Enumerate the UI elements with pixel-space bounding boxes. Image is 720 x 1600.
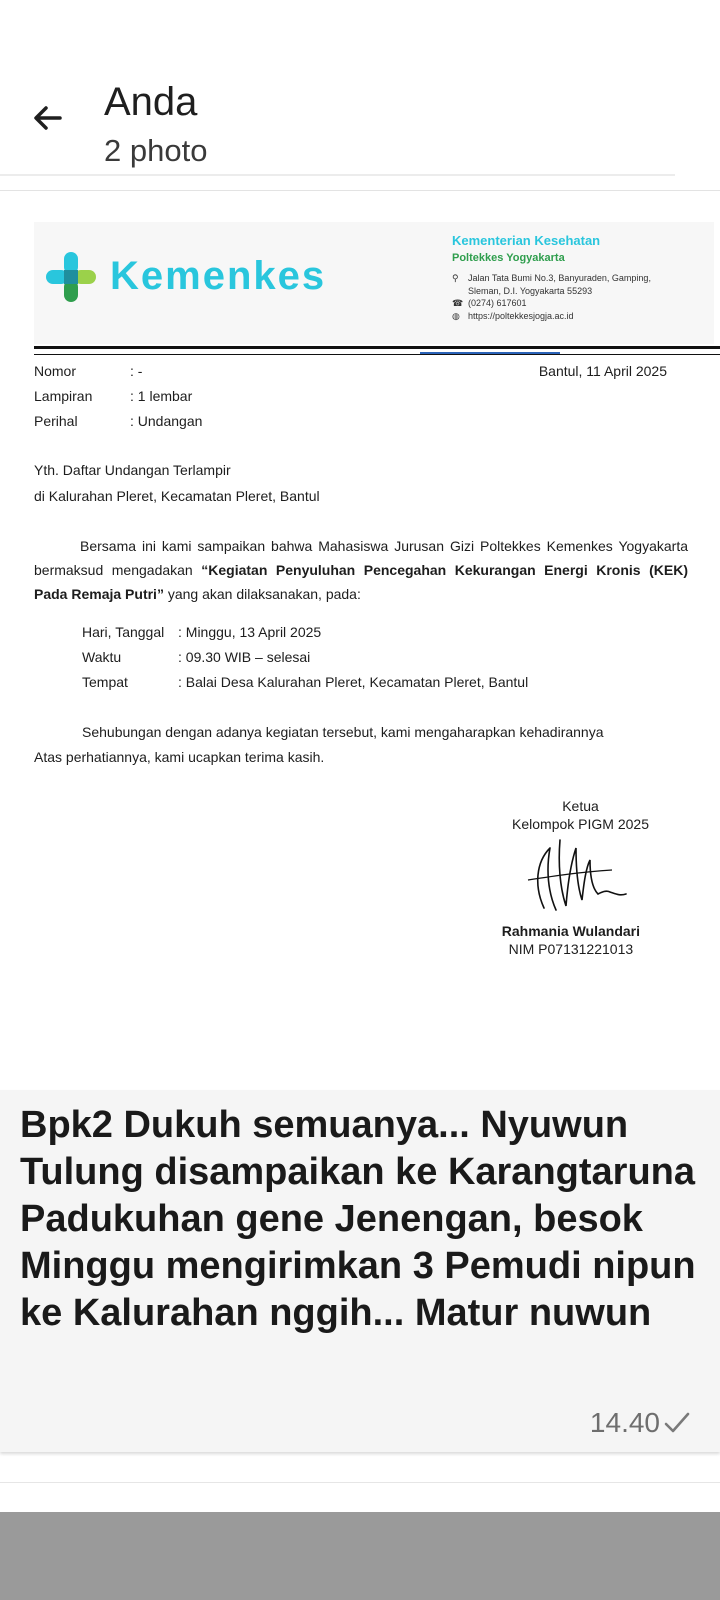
detail-label: Hari, Tanggal (82, 624, 165, 640)
bottom-bar (0, 1512, 720, 1600)
recipient-line-1: Yth. Daftar Undangan Terlampir (34, 462, 231, 478)
closing-line-2: Atas perhatiannya, kami ucapkan terima kasih. (34, 749, 325, 765)
event-name: “Kegiatan Penyuluhan Pencegahan Kekurangan Energi Kronis (KEK) Pada Remaja Putri” (34, 562, 688, 602)
message-text: Bpk2 Dukuh semuanya... Nyuwun Tulung disampaikan ke Karangtaruna Padukuhan gene Jenengan, besok Minggu mengirimkan 3 Pemudi nipun ke Kalurahan nggih... Matur nuwun (20, 1104, 696, 1334)
detail-value: : Balai Desa Kalurahan Pleret, Kecamatan Pleret, Bantul (178, 674, 529, 690)
signer (502, 922, 640, 958)
meta-value: : 1 lembar (130, 388, 193, 404)
sign-title-2: Kelompok PIGM 2025 (512, 816, 649, 832)
detail-value: : 09.30 WIB – selesai (178, 649, 311, 665)
signer-name: Rahmania Wulandari (501, 923, 640, 939)
detail-value: : Minggu, 13 April 2025 (178, 624, 322, 640)
detail-label: Waktu (82, 649, 122, 665)
letterhead (34, 222, 714, 344)
signature-image (520, 836, 630, 916)
body-intro: Bersama ini kami sampaikan bahwa Mahasiswa Jurusan Gizi Poltekkes Kemenkes Yogyakarta bermaksud mengadakan (34, 538, 688, 578)
phone-number: (0274) 617601 (468, 298, 527, 308)
meta-label: Lampiran (34, 388, 93, 404)
meta-nomor (34, 362, 142, 380)
website-row (452, 310, 712, 323)
chat-subtitle: 2 photo (104, 133, 208, 168)
address-row (452, 272, 712, 285)
body-paragraph (34, 534, 688, 606)
back-button[interactable] (22, 92, 74, 144)
detail-waktu (82, 648, 310, 666)
phone-row (452, 297, 712, 310)
check-icon (662, 1406, 692, 1438)
meta-value: : - (130, 363, 143, 379)
detail-label: Tempat (82, 674, 128, 690)
recipient-line-2: di Kalurahan Pleret, Kecamatan Pleret, Bantul (34, 488, 320, 504)
meta-lampiran (34, 387, 192, 405)
sign-title-1: Ketua (562, 798, 599, 814)
org-sub: Poltekkes Yogyakarta (452, 252, 565, 264)
closing-line-1: Sehubungan dengan adanya kegiatan tersebut, kami mengaharapkan kehadirannya (82, 724, 604, 740)
location-pin-icon: ⚲ (452, 273, 459, 283)
message-bubble[interactable] (0, 1090, 720, 1452)
message-time: 14.40 (589, 1407, 660, 1438)
signer-nim: NIM P07131221013 (508, 941, 634, 957)
sign-block (512, 797, 649, 833)
app-bar (0, 0, 720, 176)
org-info (452, 232, 712, 323)
address-line-2: Sleman, D.I. Yogyakarta 55293 (468, 286, 593, 296)
org-name: Kementerian Kesehatan (452, 233, 601, 248)
back-arrow-icon (30, 100, 66, 136)
meta-label: Perihal (34, 413, 78, 429)
globe-icon: ◍ (452, 311, 460, 321)
brand-name: Kemenkes (110, 254, 327, 298)
body-end: yang akan dilaksanakan, pada: (163, 586, 361, 602)
divider (0, 1482, 720, 1483)
meta-value: : Undangan (130, 413, 203, 429)
divider (0, 174, 675, 176)
divider (0, 190, 720, 191)
meta-perihal (34, 412, 202, 430)
divider (34, 354, 720, 355)
detail-tempat (82, 673, 528, 691)
chat-title: Anda (104, 80, 198, 124)
detail-hari (82, 623, 321, 641)
kemenkes-logo-icon (44, 250, 98, 304)
website: https://poltekkesjogja.ac.id (468, 311, 574, 321)
meta-label: Nomor (34, 363, 77, 379)
divider (34, 346, 720, 349)
letter-photo[interactable] (0, 196, 720, 1076)
address-line-1: Jalan Tata Bumi No.3, Banyuraden, Gamping, (468, 273, 651, 283)
phone-icon: ☎ (452, 298, 464, 308)
letter-date: Bantul, 11 April 2025 (538, 363, 667, 379)
